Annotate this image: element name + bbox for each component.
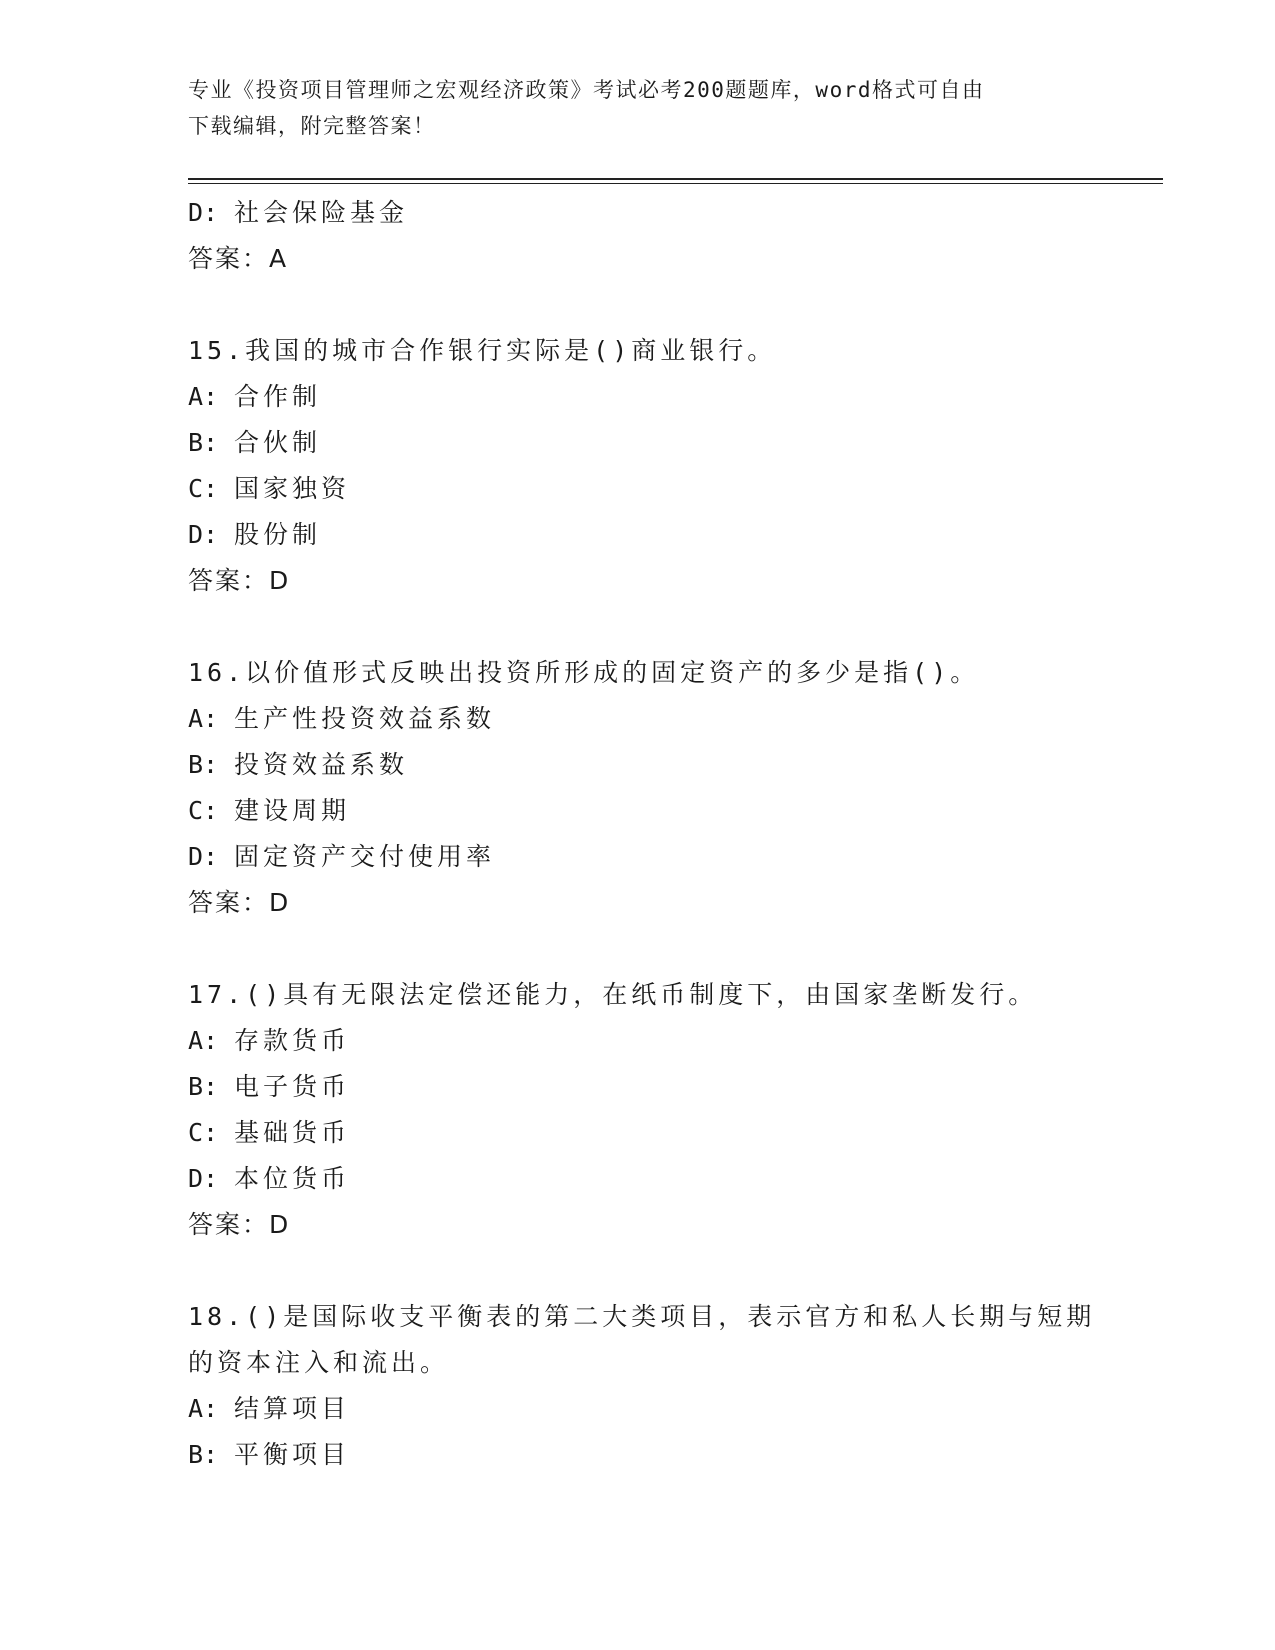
question-16-option-a: A: 生产性投资效益系数 <box>188 704 496 733</box>
question-18-text-line-2: 的资本注入和流出。 <box>188 1348 450 1377</box>
question-16-option-b: B: 投资效益系数 <box>188 750 409 779</box>
question-17-answer: 答案：D <box>188 1210 291 1239</box>
question-15-option-d: D: 股份制 <box>188 520 322 549</box>
spacer <box>188 282 1148 328</box>
spacer <box>188 926 1148 972</box>
question-16-answer: 答案：D <box>188 888 291 917</box>
header-divider-top <box>188 178 1163 180</box>
document-header <box>188 72 1088 144</box>
question-15-option-b: B: 合伙制 <box>188 428 322 457</box>
question-18-text-line-1: 18.()是国际收支平衡表的第二大类项目，表示官方和私人长期与短期 <box>188 1302 1096 1331</box>
question-15-option-a: A: 合作制 <box>188 382 322 411</box>
answer-line: 答案：A <box>188 244 289 273</box>
header-title-line-1: 专业《投资项目管理师之宏观经济政策》考试必考200题题库，word格式可自由 <box>188 78 985 102</box>
option-d: D: 社会保险基金 <box>188 198 409 227</box>
question-15-text: 15.我国的城市合作银行实际是()商业银行。 <box>188 336 777 365</box>
question-17-option-d: D: 本位货币 <box>188 1164 351 1193</box>
question-17-option-b: B: 电子货币 <box>188 1072 351 1101</box>
header-title-line-2: 下载编辑，附完整答案！ <box>188 114 436 138</box>
question-17-option-c: C: 基础货币 <box>188 1118 351 1147</box>
question-16-option-d: D: 固定资产交付使用率 <box>188 842 496 871</box>
header-divider-bottom <box>188 183 1163 184</box>
spacer <box>188 1248 1148 1294</box>
question-16-option-c: C: 建设周期 <box>188 796 351 825</box>
question-list <box>188 190 1148 1478</box>
question-16-text: 16.以价值形式反映出投资所形成的固定资产的多少是指()。 <box>188 658 980 687</box>
question-15-option-c: C: 国家独资 <box>188 474 351 503</box>
question-18-option-b: B: 平衡项目 <box>188 1440 351 1469</box>
spacer <box>188 604 1148 650</box>
question-17-text: 17.()具有无限法定偿还能力，在纸币制度下，由国家垄断发行。 <box>188 980 1038 1009</box>
question-17-option-a: A: 存款货币 <box>188 1026 351 1055</box>
question-15-answer: 答案：D <box>188 566 291 595</box>
question-18-option-a: A: 结算项目 <box>188 1394 351 1423</box>
